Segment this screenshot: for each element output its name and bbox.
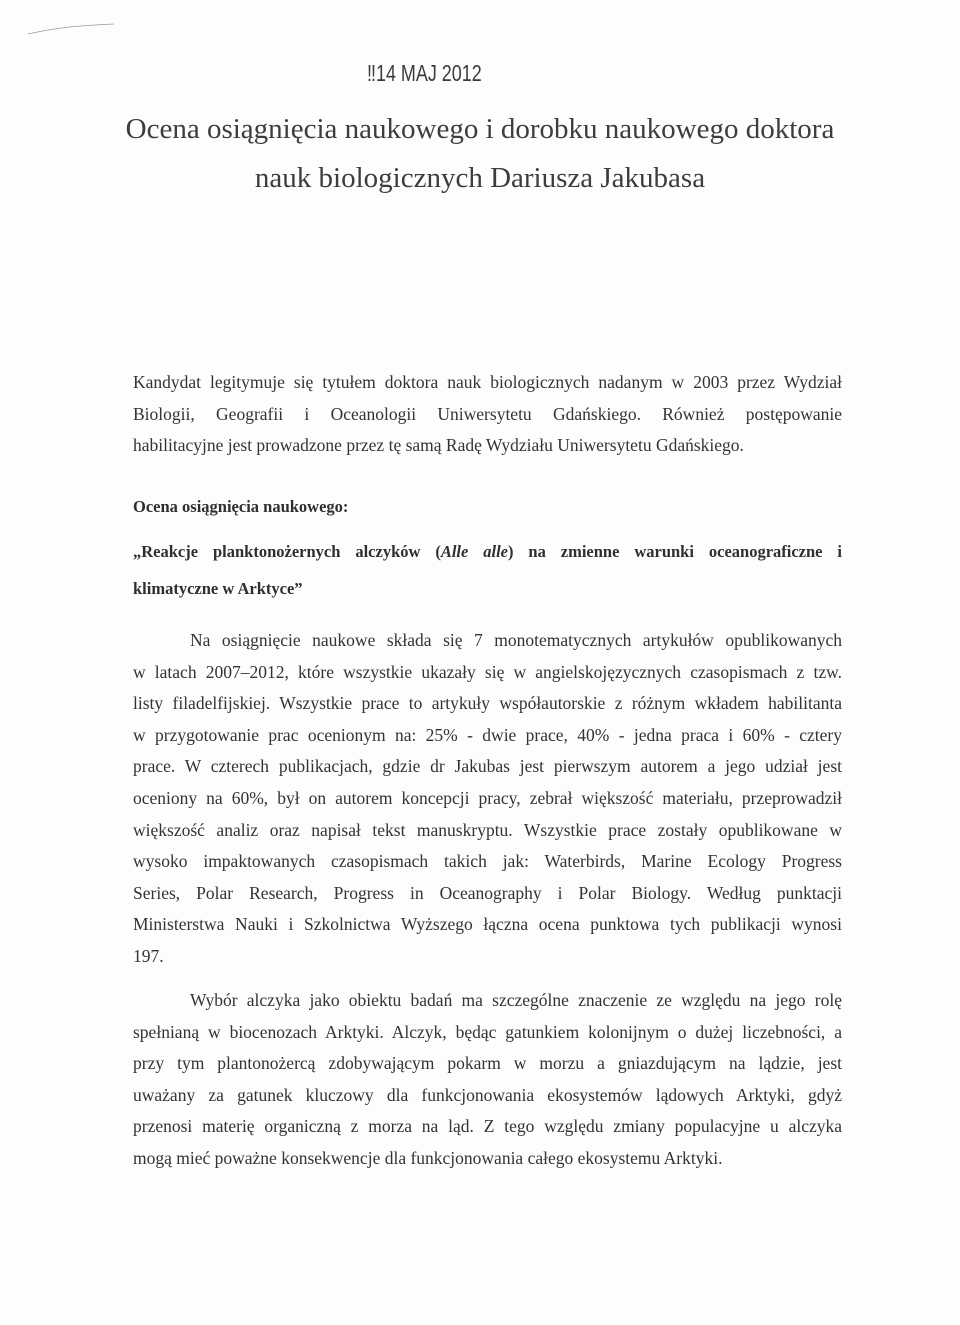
paragraph-line: habilitacyjne jest prowadzone przez tę samą Radę Wydziału Uniwersytetu Gdańskiego. (133, 435, 744, 456)
paragraph-line: Kandydat legitymuje się tytułem doktora nauk biologicznych nadanym w 2003 przez Wydział (133, 372, 842, 392)
paragraph-line: w przygotowanie prac ocenionym na: 25% - dwie prace, 40% - jedna praca i 60% - cztery (133, 724, 842, 745)
achievement-title-suffix: ) na zmienne warunki oceanograficzne i (508, 542, 842, 561)
paragraph-line: oceniony na 60%, był on autorem koncepcji pracy, zebrał większość materiału, przeprowadził (133, 787, 842, 808)
paragraph-line: 197. (133, 945, 164, 966)
paragraph-line: w latach 2007–2012, które wszystkie ukazały się w angielskojęzycznych czasopismach z tzw. (133, 661, 842, 682)
achievement-title (133, 533, 842, 607)
paragraph-line: spełnianą w biocenozach Arktyki. Alczyk, będąc gatunkiem kolonijnym o dużej liczebności, a (133, 1021, 842, 1042)
paragraph-line: przy tym plantonożercą zdobywającym pokarm w morzu a gniazdującym na lądzie, jest (133, 1053, 842, 1074)
paragraph-line: wysoko impaktowanych czasopismach takich jak: Waterbirds, Marine Ecology Progress (133, 851, 842, 872)
achievement-title-line-2: klimatyczne w Arktyce” (133, 579, 303, 598)
paragraph-line: przenosi materię organiczną z morza na ląd. Z tego względu zmiany populacyjne u alczyka (133, 1116, 842, 1137)
page-title-line-1: Ocena osiągnięcia naukowego i dorobku naukowego doktora (125, 113, 835, 145)
page-title-line-2: nauk biologicznych Dariusza Jakubasa (254, 162, 706, 194)
date-stamp: ‼14 MAJ 2012 (367, 60, 482, 86)
paragraph-line: prace. W czterech publikacjach, gdzie dr Jakubas jest pierwszym autorem a jego udział jest (133, 756, 842, 777)
section-heading: Ocena osiągnięcia naukowego: (133, 497, 349, 516)
paragraph-line: Series, Polar Research, Progress in Oceanography i Polar Biology. Według punktacji (133, 882, 842, 903)
paragraph-line: większość analiz oraz napisał tekst manuskryptu. Wszystkie prace zostały opublikowane w (133, 819, 842, 840)
paragraph-line: uważany za gatunek kluczowy dla funkcjonowania ekosystemów lądowych Arktyki, gdyż (133, 1084, 842, 1105)
paragraph-line: mogą mieć poważne konsekwencje dla funkcjonowania całego ekosystemu Arktyki. (133, 1147, 723, 1168)
achievement-title-prefix: „Reakcje planktonożernych alczyków ( (133, 542, 441, 561)
paragraph-line: Wybór alczyka jako obiektu badań ma szczególne znaczenie ze względu na jego rolę (190, 990, 842, 1010)
species-name: Alle alle (440, 542, 508, 561)
paragraph-line: listy filadelfijskiej. Wszystkie prace to artykuły współautorskie z różnym wkładem habilitanta (133, 693, 842, 714)
achievement-title-line-1 (133, 533, 842, 570)
publications-paragraph (133, 625, 842, 973)
corner-scan-mark-icon (26, 20, 116, 38)
species-paragraph (133, 985, 842, 1175)
paragraph-line: Biologii, Geografii i Oceanologii Uniwersytetu Gdańskiego. Również postępowanie (133, 403, 842, 424)
intro-paragraph (133, 367, 842, 462)
paragraph-line: Ministerstwa Nauki i Szkolnictwa Wyższego łączna ocena punktowa tych publikacji wynosi (133, 914, 842, 935)
paragraph-line: Na osiągnięcie naukowe składa się 7 monotematycznych artykułów opublikowanych (190, 630, 842, 650)
